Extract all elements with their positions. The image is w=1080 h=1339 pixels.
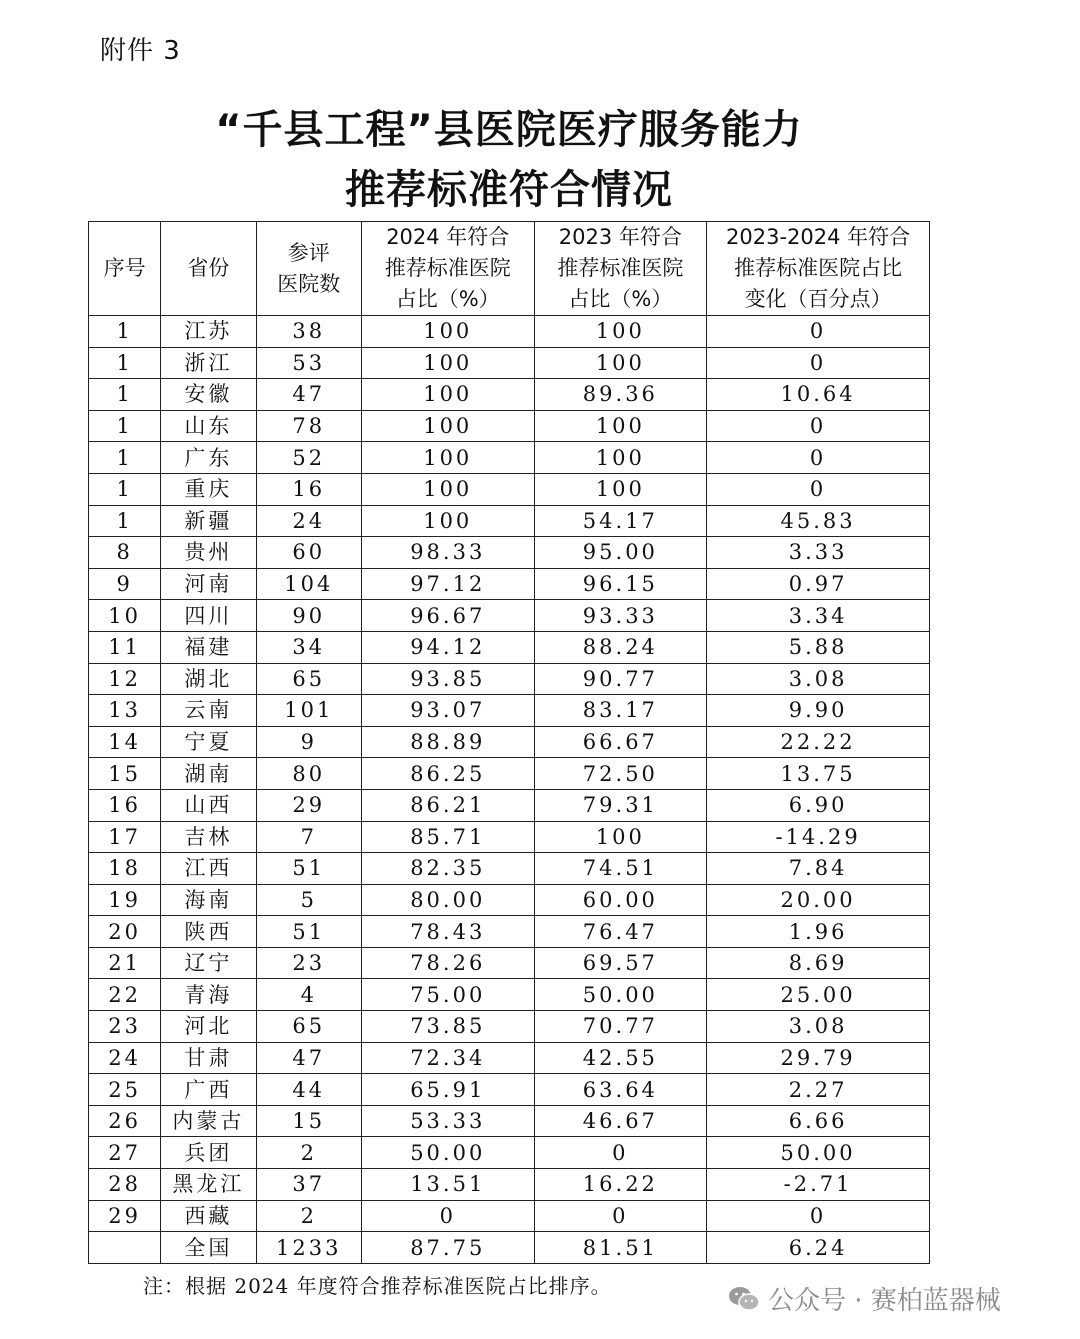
province-cell: 河南 [161,568,256,600]
table-row [89,1137,930,1169]
rank-cell: 11 [89,631,161,663]
header-line: 推荐标准医院占比 [734,256,903,280]
ratio-change-cell: 6.90 [707,789,930,821]
hospital-count-cell: 52 [256,442,361,474]
ratio-2023-cell: 95.00 [534,537,707,569]
province-cell: 重庆 [161,473,256,505]
hospital-count-cell: 7 [256,821,361,853]
province-cell: 山东 [161,410,256,442]
table-row [89,916,930,948]
hospital-count-cell: 104 [256,568,361,600]
province-cell: 贵州 [161,537,256,569]
hospital-count-cell: 4 [256,979,361,1011]
table-row [89,821,930,853]
ratio-2024-cell: 78.26 [361,947,534,979]
rank-cell: 12 [89,663,161,695]
hospital-count-cell: 29 [256,789,361,821]
province-cell: 河北 [161,1011,256,1043]
ratio-change-cell: 25.00 [707,979,930,1011]
table-body [89,316,930,1264]
table-row [89,410,930,442]
header-ratio-change [707,222,930,316]
hospital-count-cell: 37 [256,1169,361,1201]
table-row [89,1105,930,1137]
province-cell: 江苏 [161,316,256,348]
province-cell: 全国 [161,1232,256,1264]
header-rank [89,222,161,316]
header-2024-ratio [361,222,534,316]
rank-cell: 10 [89,600,161,632]
ratio-2024-cell: 86.25 [361,758,534,790]
ratio-change-cell: 0 [707,473,930,505]
hospital-count-cell: 51 [256,916,361,948]
header-line: 2023 年符合 [558,225,682,249]
ratio-2023-cell: 42.55 [534,1042,707,1074]
ratio-change-cell: 22.22 [707,726,930,758]
ratio-2023-cell: 76.47 [534,916,707,948]
table-row [89,695,930,727]
table-row [89,316,930,348]
ratio-change-cell: -14.29 [707,821,930,853]
table-row [89,1011,930,1043]
ratio-2024-cell: 100 [361,410,534,442]
province-cell: 广西 [161,1074,256,1106]
hospital-count-cell: 60 [256,537,361,569]
province-cell: 吉林 [161,821,256,853]
hospital-count-cell: 34 [256,631,361,663]
ratio-2024-cell: 86.21 [361,789,534,821]
ratio-2023-cell: 100 [534,442,707,474]
header-2023-ratio [534,222,707,316]
hospital-count-cell: 78 [256,410,361,442]
ratio-change-cell: 0 [707,316,930,348]
ratio-2023-cell: 54.17 [534,505,707,537]
ratio-2024-cell: 78.43 [361,916,534,948]
compliance-table [88,221,930,1264]
header-line: 占比（%） [395,287,500,311]
footnote: 注：根据 2024 年度符合推荐标准医院占比排序。 [143,1274,612,1298]
hospital-count-cell: 47 [256,1042,361,1074]
province-cell: 云南 [161,695,256,727]
header-province [161,222,256,316]
ratio-2024-cell: 93.07 [361,695,534,727]
ratio-2024-cell: 97.12 [361,568,534,600]
ratio-2023-cell: 81.51 [534,1232,707,1264]
rank-cell: 15 [89,758,161,790]
rank-cell: 14 [89,726,161,758]
ratio-change-cell: 3.08 [707,1011,930,1043]
ratio-2023-cell: 0 [534,1200,707,1232]
ratio-change-cell: 7.84 [707,853,930,885]
watermark-text: 公众号 · 赛柏蓝器械 [768,1286,1001,1316]
ratio-change-cell: 29.79 [707,1042,930,1074]
table-row [89,758,930,790]
table-row [89,789,930,821]
ratio-2024-cell: 87.75 [361,1232,534,1264]
rank-cell: 1 [89,316,161,348]
ratio-change-cell: -2.71 [707,1169,930,1201]
header-line: 推荐标准医院 [384,256,511,280]
rank-cell: 19 [89,884,161,916]
table-row [89,947,930,979]
ratio-2023-cell: 0 [534,1137,707,1169]
ratio-2024-cell: 75.00 [361,979,534,1011]
ratio-2024-cell: 72.34 [361,1042,534,1074]
ratio-2024-cell: 13.51 [361,1169,534,1201]
rank-cell: 8 [89,537,161,569]
hospital-count-cell: 53 [256,347,361,379]
header-line: 医院数 [277,271,341,296]
ratio-2023-cell: 74.51 [534,853,707,885]
province-cell: 宁夏 [161,726,256,758]
table-row [89,663,930,695]
hospital-count-cell: 38 [256,316,361,348]
rank-cell [89,1232,161,1264]
ratio-2023-cell: 79.31 [534,789,707,821]
table-row [89,1169,930,1201]
rank-cell: 9 [89,568,161,600]
province-cell: 湖南 [161,758,256,790]
ratio-2024-cell: 85.71 [361,821,534,853]
ratio-2023-cell: 88.24 [534,631,707,663]
table-row [89,853,930,885]
ratio-2023-cell: 83.17 [534,695,707,727]
table-row [89,505,930,537]
hospital-count-cell: 44 [256,1074,361,1106]
ratio-change-cell: 0 [707,1200,930,1232]
rank-cell: 24 [89,1042,161,1074]
ratio-2024-cell: 100 [361,347,534,379]
rank-cell: 1 [89,379,161,411]
rank-cell: 1 [89,347,161,379]
rank-cell: 17 [89,821,161,853]
province-cell: 陕西 [161,916,256,948]
ratio-2024-cell: 82.35 [361,853,534,885]
ratio-2023-cell: 90.77 [534,663,707,695]
ratio-change-cell: 13.75 [707,758,930,790]
ratio-2024-cell: 96.67 [361,600,534,632]
ratio-change-cell: 2.27 [707,1074,930,1106]
ratio-2024-cell: 100 [361,442,534,474]
ratio-2024-cell: 50.00 [361,1137,534,1169]
table-row [89,537,930,569]
province-cell: 内蒙古 [161,1105,256,1137]
ratio-2024-cell: 73.85 [361,1011,534,1043]
ratio-2023-cell: 96.15 [534,568,707,600]
rank-cell: 1 [89,505,161,537]
ratio-2023-cell: 100 [534,316,707,348]
ratio-2024-cell: 65.91 [361,1074,534,1106]
province-cell: 浙江 [161,347,256,379]
province-cell: 湖北 [161,663,256,695]
ratio-2023-cell: 60.00 [534,884,707,916]
province-cell: 海南 [161,884,256,916]
header-line: 推荐标准医院 [557,256,684,280]
province-cell: 辽宁 [161,947,256,979]
table-row [89,726,930,758]
attachment-label: 附件 3 [100,36,181,66]
ratio-change-cell: 3.34 [707,600,930,632]
ratio-2023-cell: 69.57 [534,947,707,979]
ratio-change-cell: 10.64 [707,379,930,411]
ratio-2023-cell: 93.33 [534,600,707,632]
rank-cell: 25 [89,1074,161,1106]
hospital-count-cell: 51 [256,853,361,885]
ratio-2023-cell: 72.50 [534,758,707,790]
header-line: 变化（百分点） [744,287,892,311]
ratio-2023-cell: 89.36 [534,379,707,411]
hospital-count-cell: 2 [256,1200,361,1232]
hospital-count-cell: 65 [256,1011,361,1043]
header-line: 占比（%） [568,287,673,311]
rank-cell: 20 [89,916,161,948]
hospital-count-cell: 15 [256,1105,361,1137]
ratio-2023-cell: 100 [534,473,707,505]
province-cell: 新疆 [161,505,256,537]
hospital-count-cell: 1233 [256,1232,361,1264]
province-cell: 山西 [161,789,256,821]
table-row [89,884,930,916]
ratio-2023-cell: 46.67 [534,1105,707,1137]
hospital-count-cell: 9 [256,726,361,758]
table-row [89,568,930,600]
header-line: 参评 [287,240,330,265]
rank-cell: 29 [89,1200,161,1232]
wechat-icon [728,1286,760,1312]
rank-cell: 1 [89,473,161,505]
province-cell: 安徽 [161,379,256,411]
table-row [89,1042,930,1074]
hospital-count-cell: 24 [256,505,361,537]
ratio-2024-cell: 93.85 [361,663,534,695]
ratio-2023-cell: 100 [534,410,707,442]
ratio-2023-cell: 100 [534,347,707,379]
header-line: 2023-2024 年符合 [726,225,911,249]
hospital-count-cell: 5 [256,884,361,916]
province-cell: 福建 [161,631,256,663]
header-line: 序号 [103,256,146,280]
ratio-change-cell: 0.97 [707,568,930,600]
hospital-count-cell: 90 [256,600,361,632]
table-row [89,379,930,411]
table-row [89,1074,930,1106]
rank-cell: 13 [89,695,161,727]
header-line: 2024 年符合 [386,225,510,249]
province-cell: 甘肃 [161,1042,256,1074]
province-cell: 青海 [161,979,256,1011]
ratio-change-cell: 0 [707,410,930,442]
rank-cell: 23 [89,1011,161,1043]
ratio-change-cell: 45.83 [707,505,930,537]
table-row [89,631,930,663]
ratio-change-cell: 6.24 [707,1232,930,1264]
ratio-2023-cell: 70.77 [534,1011,707,1043]
province-cell: 四川 [161,600,256,632]
ratio-2024-cell: 100 [361,316,534,348]
hospital-count-cell: 47 [256,379,361,411]
ratio-2023-cell: 63.64 [534,1074,707,1106]
ratio-change-cell: 50.00 [707,1137,930,1169]
province-cell: 兵团 [161,1137,256,1169]
ratio-change-cell: 3.33 [707,537,930,569]
rank-cell: 18 [89,853,161,885]
ratio-2023-cell: 50.00 [534,979,707,1011]
rank-cell: 1 [89,442,161,474]
table-row [89,1200,930,1232]
ratio-2023-cell: 100 [534,821,707,853]
ratio-change-cell: 6.66 [707,1105,930,1137]
hospital-count-cell: 65 [256,663,361,695]
table-row [89,600,930,632]
table-header-row [89,222,930,316]
ratio-2023-cell: 16.22 [534,1169,707,1201]
watermark [728,1280,1001,1317]
rank-cell: 1 [89,410,161,442]
ratio-change-cell: 1.96 [707,916,930,948]
province-cell: 江西 [161,853,256,885]
ratio-change-cell: 0 [707,442,930,474]
ratio-change-cell: 0 [707,347,930,379]
ratio-2024-cell: 94.12 [361,631,534,663]
table-row [89,473,930,505]
hospital-count-cell: 16 [256,473,361,505]
ratio-change-cell: 9.90 [707,695,930,727]
table-row [89,347,930,379]
hospital-count-cell: 23 [256,947,361,979]
ratio-2024-cell: 88.89 [361,726,534,758]
ratio-2024-cell: 100 [361,379,534,411]
province-cell: 西藏 [161,1200,256,1232]
ratio-2024-cell: 100 [361,473,534,505]
page-title-line2: 推荐标准符合情况 [345,167,673,213]
hospital-count-cell: 101 [256,695,361,727]
province-cell: 黑龙江 [161,1169,256,1201]
ratio-change-cell: 8.69 [707,947,930,979]
rank-cell: 26 [89,1105,161,1137]
ratio-2023-cell: 66.67 [534,726,707,758]
ratio-2024-cell: 80.00 [361,884,534,916]
ratio-change-cell: 5.88 [707,631,930,663]
ratio-change-cell: 20.00 [707,884,930,916]
table-row [89,1232,930,1264]
ratio-change-cell: 3.08 [707,663,930,695]
ratio-2024-cell: 98.33 [361,537,534,569]
ratio-2024-cell: 53.33 [361,1105,534,1137]
header-line: 省份 [187,256,230,280]
page-title-line1: “千县工程”县医院医疗服务能力 [215,107,803,153]
rank-cell: 28 [89,1169,161,1201]
table-row [89,442,930,474]
rank-cell: 22 [89,979,161,1011]
ratio-2024-cell: 0 [361,1200,534,1232]
hospital-count-cell: 80 [256,758,361,790]
province-cell: 广东 [161,442,256,474]
rank-cell: 27 [89,1137,161,1169]
ratio-2024-cell: 100 [361,505,534,537]
rank-cell: 16 [89,789,161,821]
header-hospital-count [256,222,361,316]
table-row [89,979,930,1011]
rank-cell: 21 [89,947,161,979]
hospital-count-cell: 2 [256,1137,361,1169]
